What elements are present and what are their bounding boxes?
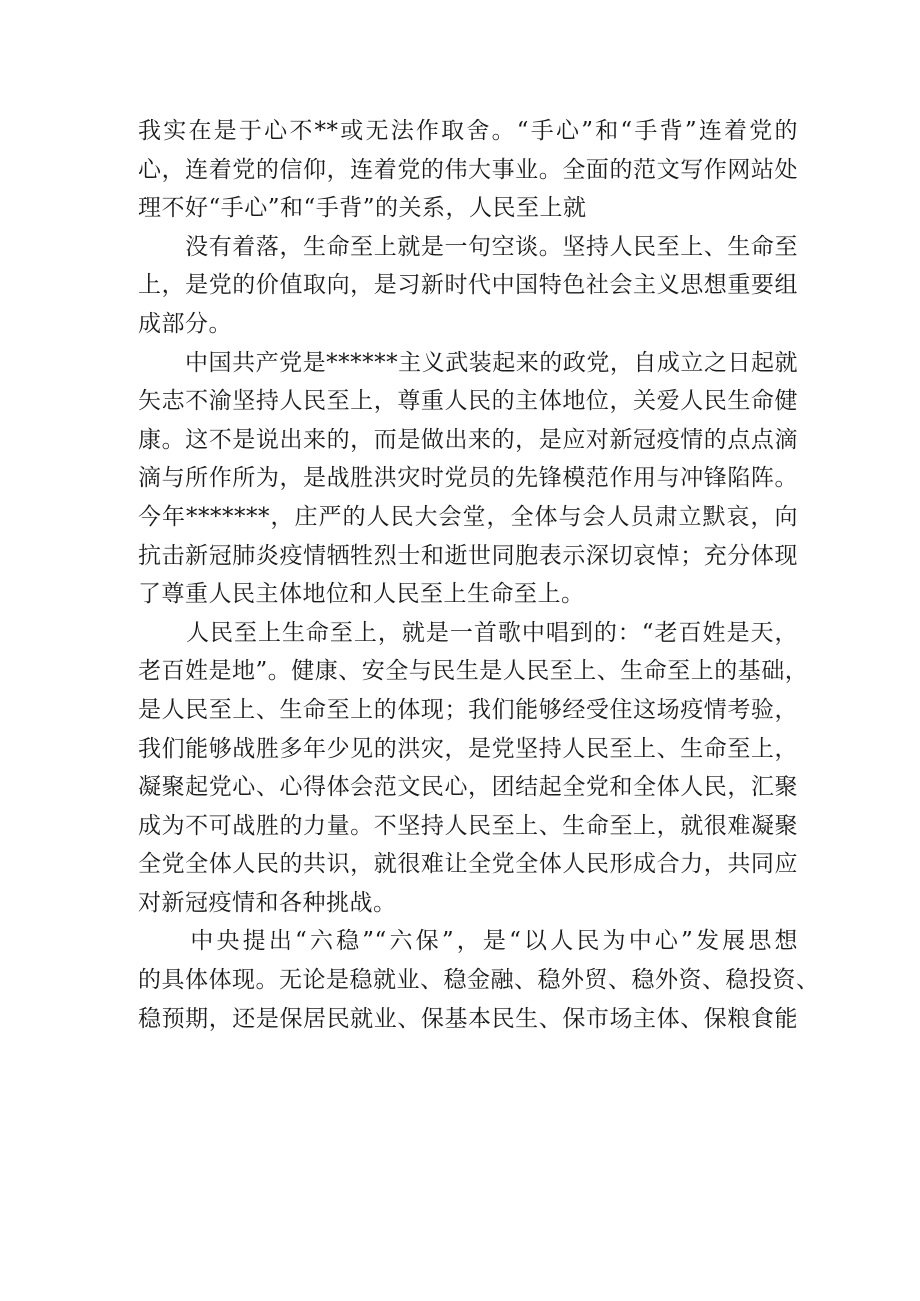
text-line: 是人民至上、生命至上的体现；我们能够经受住这场疫情考验， [138,696,798,723]
text-line: 理不好“手心”和“手背”的关系，人民至上就 [138,195,587,222]
paragraph-4 [138,614,809,923]
text-line: 滴与所作所为，是战胜洪灾时党员的先锋模范作用与冲锋陷阵。 [138,465,798,492]
text-line: 成为不可战胜的力量。不坚持人民至上、生命至上，就很难凝聚 [138,812,798,839]
paragraph-1 [138,112,798,228]
text-line: 了尊重人民主体地位和人民至上生命至上。 [138,581,585,608]
text-line: 上，是党的价值取向，是习新时代中国特色社会主义思想重要组 [138,272,798,299]
text-line: 我实在是于心不**或无法作取舍。“手心”和“手背”连着党的 [138,118,798,144]
document-page [138,112,820,1038]
text-line: 的具体体现。无论是稳就业、稳金融、稳外贸、稳外资、稳投资、 [138,967,820,994]
paragraph-3 [138,344,798,614]
text-line: 中央提出“六稳”“六保”，是“以人民为中心”发展思想 [138,928,798,955]
text-line: 成部分。 [138,310,232,337]
text-line: 全党全体人民的共识，就很难让全党全体人民形成合力，共同应 [138,851,798,878]
text-line: 今年*******，庄严的人民大会堂，全体与会人员肃立默哀，向 [138,503,798,530]
text-line: 没有着落，生命至上就是一句空谈。坚持人民至上、生命至 [138,233,798,260]
paragraph-5 [138,922,820,1038]
text-line: 矢志不渝坚持人民至上，尊重人民的主体地位，关爱人民生命健 [138,388,798,415]
text-line: 心，连着党的信仰，连着党的伟大事业。全面的范文写作网站处 [138,156,798,183]
text-line: 凝聚起党心、心得体会范文民心，团结起全党和全体人民，汇聚 [138,774,798,801]
paragraph-2 [138,228,798,344]
text-line: 康。这不是说出来的，而是做出来的，是应对新冠疫情的点点滴 [138,426,798,453]
text-line: 稳预期，还是保居民就业、保基本民生、保市场主体、保粮食能 [138,1005,798,1032]
text-line: 人民至上生命至上，就是一首歌中唱到的：“老百姓是天， [138,619,798,646]
text-line: 我们能够战胜多年少见的洪灾，是党坚持人民至上、生命至上， [138,735,798,762]
text-line: 抗击新冠肺炎疫情牺牲烈士和逝世同胞表示深切哀悼；充分体现 [138,542,798,569]
text-line: 中国共产党是******主义武装起来的政党，自成立之日起就 [138,349,798,376]
text-line: 老百姓是地”。健康、安全与民生是人民至上、生命至上的基础， [138,658,809,685]
text-line: 对新冠疫情和各种挑战。 [138,889,397,916]
